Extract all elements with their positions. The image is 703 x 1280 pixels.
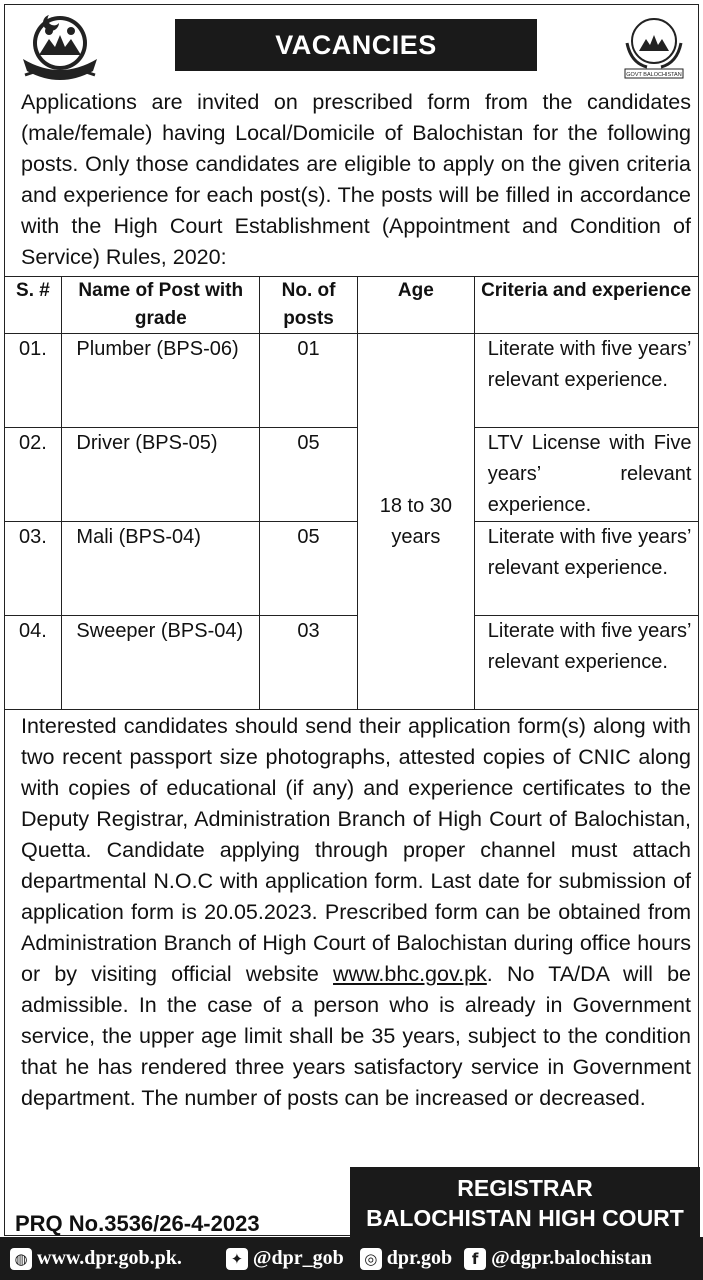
header-age: Age xyxy=(357,277,474,334)
intro-paragraph: Applications are invited on prescribed form from the candidates (male/female) having Local/Domicile of Balochistan for the following posts. Only those candidates are eligible to apply on the given criteria and experience for each post(s). The posts will be filled in accordance with the High Court Establishment (Appointment and Condition of Service) Rules, 2020: xyxy=(21,90,691,269)
row-serial: 03. xyxy=(4,522,62,616)
prq-number: PRQ No.3536/26-4-2023 xyxy=(15,1211,260,1236)
footer-facebook-text: @dgpr.balochistan xyxy=(491,1247,652,1269)
row-serial: 04. xyxy=(4,616,62,710)
row-criteria: Literate with five years’ relevant experience. xyxy=(474,334,698,428)
instructions-text-end: . No TA/DA will be admissible. In the case of a person who is already in Government service, the upper age limit shall be 35 years, subject to the condition that he has rendered three years satisfactory service in Government department. The number of posts can be increased or decreased. xyxy=(21,962,691,1110)
page-title: VACANCIES xyxy=(175,19,537,71)
twitter-icon: ✦ xyxy=(226,1248,248,1270)
table-header-row xyxy=(4,277,698,334)
instructions-text: Interested candidates should send their application form(s) along with two recent passport size photographs, attested copies of CNIC along with copies of educational (if any) and experience certificates to the Deputy Registrar, Administration Branch of High Court of Balochistan, Quetta. Candidate applying through proper channel must attach departmental N.O.C with application form. Last date for submission of application form is 20.05.2023. Prescribed form can be obtained from Administration Branch of High Court of Balochistan during office hours or by visiting official website xyxy=(21,714,691,986)
footer-facebook[interactable] xyxy=(464,1247,652,1270)
instructions-paragraph xyxy=(21,711,691,1114)
seal-caption: GOVT BALOCHISTAN xyxy=(626,72,682,78)
footer-instagram-text: dpr.gob xyxy=(386,1247,453,1269)
row-post: Mali (BPS-04) xyxy=(62,522,260,616)
row-posts-count: 03 xyxy=(260,616,358,710)
row-post: Plumber (BPS-06) xyxy=(62,334,260,428)
footer-twitter-text: @dpr_gob xyxy=(252,1247,344,1269)
registrar-signature-block xyxy=(350,1167,700,1239)
header-serial: S. # xyxy=(4,277,62,334)
footer-website[interactable] xyxy=(10,1247,182,1270)
row-posts-count: 05 xyxy=(260,522,358,616)
header-post: Name of Post with grade xyxy=(62,277,260,334)
header xyxy=(5,5,700,87)
vacancies-table xyxy=(4,276,699,710)
signature-title: REGISTRAR xyxy=(457,1175,593,1201)
row-criteria: Literate with five years’ relevant experience. xyxy=(474,616,698,710)
age-range: 18 to 30 years xyxy=(357,334,474,710)
row-posts-count: 05 xyxy=(260,428,358,522)
row-post: Driver (BPS-05) xyxy=(62,428,260,522)
signature-office: BALOCHISTAN HIGH COURT xyxy=(366,1205,684,1231)
footer-website-text: www.dpr.gob.pk. xyxy=(37,1247,182,1269)
balochistan-emblem-icon xyxy=(19,9,101,83)
advertisement-frame xyxy=(4,4,699,1236)
header-posts-count: No. of posts xyxy=(260,277,358,334)
header-criteria: Criteria and experience xyxy=(474,277,698,334)
row-serial: 01. xyxy=(4,334,62,428)
government-seal-icon xyxy=(617,13,691,79)
row-criteria: LTV License with Five years’ relevant experience. xyxy=(474,428,698,522)
instagram-icon: ◎ xyxy=(360,1248,382,1270)
table-row xyxy=(4,616,698,710)
row-criteria: Literate with five years’ relevant experience. xyxy=(474,522,698,616)
facebook-icon: f xyxy=(464,1248,486,1270)
table-row xyxy=(4,334,698,428)
footer-twitter[interactable] xyxy=(226,1247,344,1270)
row-serial: 02. xyxy=(4,428,62,522)
table-row xyxy=(4,522,698,616)
row-post: Sweeper (BPS-04) xyxy=(62,616,260,710)
website-link[interactable]: www.bhc.gov.pk xyxy=(333,962,487,986)
row-posts-count: 01 xyxy=(260,334,358,428)
globe-icon: ◍ xyxy=(10,1248,32,1270)
table-row xyxy=(4,428,698,522)
footer-instagram[interactable] xyxy=(360,1247,452,1270)
footer-bar xyxy=(0,1237,703,1280)
